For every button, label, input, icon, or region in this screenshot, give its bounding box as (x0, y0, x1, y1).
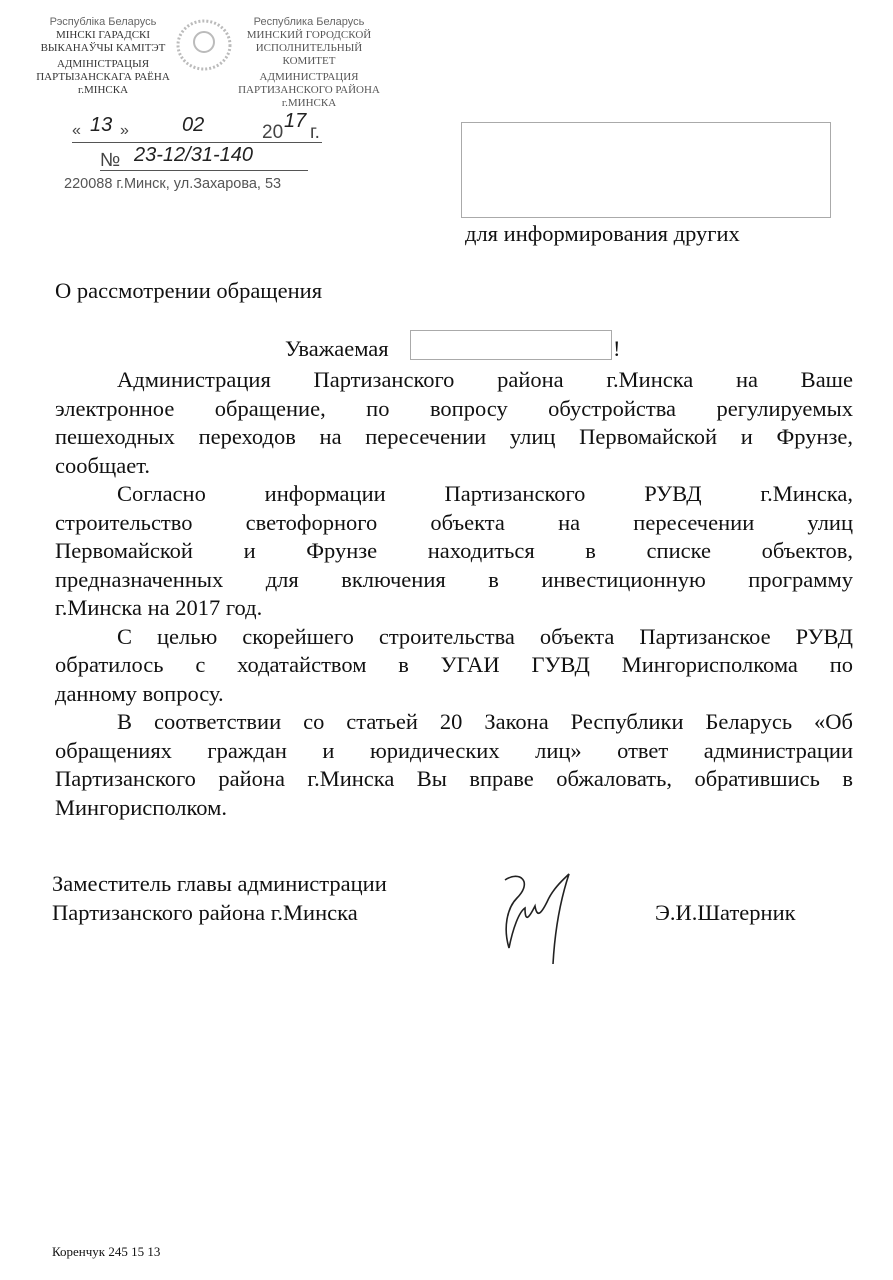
header-line: АДМИНИСТРАЦИЯ (259, 71, 359, 83)
text-line: Мингорисполком. (55, 794, 227, 820)
paragraph (55, 480, 853, 623)
text-line: обратилось с ходатайством в УГАИ ГУВД Мингорисполкома по (55, 652, 853, 677)
header-line: г.МИНСКА (281, 97, 337, 109)
header-line: АДМІНІСТРАЦЫЯ (56, 58, 150, 70)
paragraph (55, 366, 853, 480)
date-year-prefix: 20 (262, 122, 284, 143)
header-line: ПАРТЫЗАНСКАГА РАЁНА (36, 71, 170, 83)
text-line: С целью скорейшего строительства объекта Партизанское РУВД (117, 623, 853, 649)
text-line: обращениях граждан и юридических лиц» ответ администрации (55, 737, 853, 763)
subject: О рассмотрении обращения (55, 278, 323, 303)
letter-body (55, 366, 853, 822)
letterhead-belarusian (28, 16, 178, 97)
text-line: Администрация Партизанского района г.Минска на Ваше (117, 367, 853, 392)
address: 220088 г.Минск, ул.Захарова, 53 (64, 176, 282, 192)
header-line: Рэспубліка Беларусь (49, 16, 157, 28)
header-line: ИСПОЛНИТЕЛЬНЫЙ КОМИТЕТ (255, 42, 363, 67)
outgoing-number: 23-12/31-140 (134, 144, 253, 166)
text-line: сообщает. (55, 452, 150, 478)
text-line: Партизанского района г.Минска Вы вправе обжаловать, обратившись в (55, 766, 853, 791)
date-month: 02 (182, 114, 205, 136)
text-line: электронное обращение, по вопросу обустройства регулируемых (55, 395, 853, 421)
text-line: предназначенных для включения в инвестиционную программу (55, 566, 853, 592)
header-line: МІНСКІ ГАРАДСКІ (55, 29, 151, 41)
date-year: 17 (284, 110, 307, 132)
coat-of-arms-emblem (174, 18, 234, 72)
handwritten-signature (495, 868, 580, 968)
text-line: данному вопросу. (55, 680, 224, 706)
text-line: строительство светофорного объекта на пересечении улиц (55, 509, 853, 535)
date-suffix: г. (310, 122, 320, 143)
signature-title-line: Партизанского района г.Минска (52, 899, 358, 925)
letterhead-russian (228, 16, 390, 110)
signer-name: Э.И.Шатерник (655, 900, 796, 925)
header-line: ПАРТИЗАНСКОГО РАЙОНА (238, 84, 380, 96)
redacted-recipient (461, 122, 831, 218)
redacted-name (410, 330, 612, 360)
recipient-note: для информирования других (465, 221, 740, 246)
paragraph (55, 708, 853, 822)
number-label: № (100, 150, 121, 171)
greeting: Уважаемая (285, 336, 389, 361)
text-line: пешеходных переходов на пересечении улиц Первомайской и Фрунзе, (55, 424, 853, 449)
greeting-end: ! (613, 336, 621, 361)
date-line: « 13 » 02 20 17 г. (72, 116, 322, 143)
header-line: ВЫКАНАЎЧЫ КАМІТЭТ (40, 42, 166, 54)
signature-title (52, 870, 387, 927)
signature-title-line: Заместитель главы администрации (52, 871, 387, 896)
executor-contact: Коренчук 245 15 13 (52, 1244, 161, 1259)
text-line: Согласно информации Партизанского РУВД г.Минска, (117, 481, 853, 506)
header-line: г.МІНСКА (77, 84, 129, 96)
text-line: г.Минска на 2017 год. (55, 595, 263, 620)
number-line (100, 146, 308, 171)
paragraph (55, 623, 853, 709)
header-line: МИНСКИЙ ГОРОДСКОЙ (246, 29, 372, 41)
text-line: В соответствии со статьей 20 Закона Республики Беларусь «Об (117, 709, 853, 734)
text-line: Первомайской и Фрунзе находиться в списке объектов, (55, 538, 853, 563)
date-day: 13 (90, 114, 113, 136)
header-line: Республика Беларусь (253, 16, 365, 28)
